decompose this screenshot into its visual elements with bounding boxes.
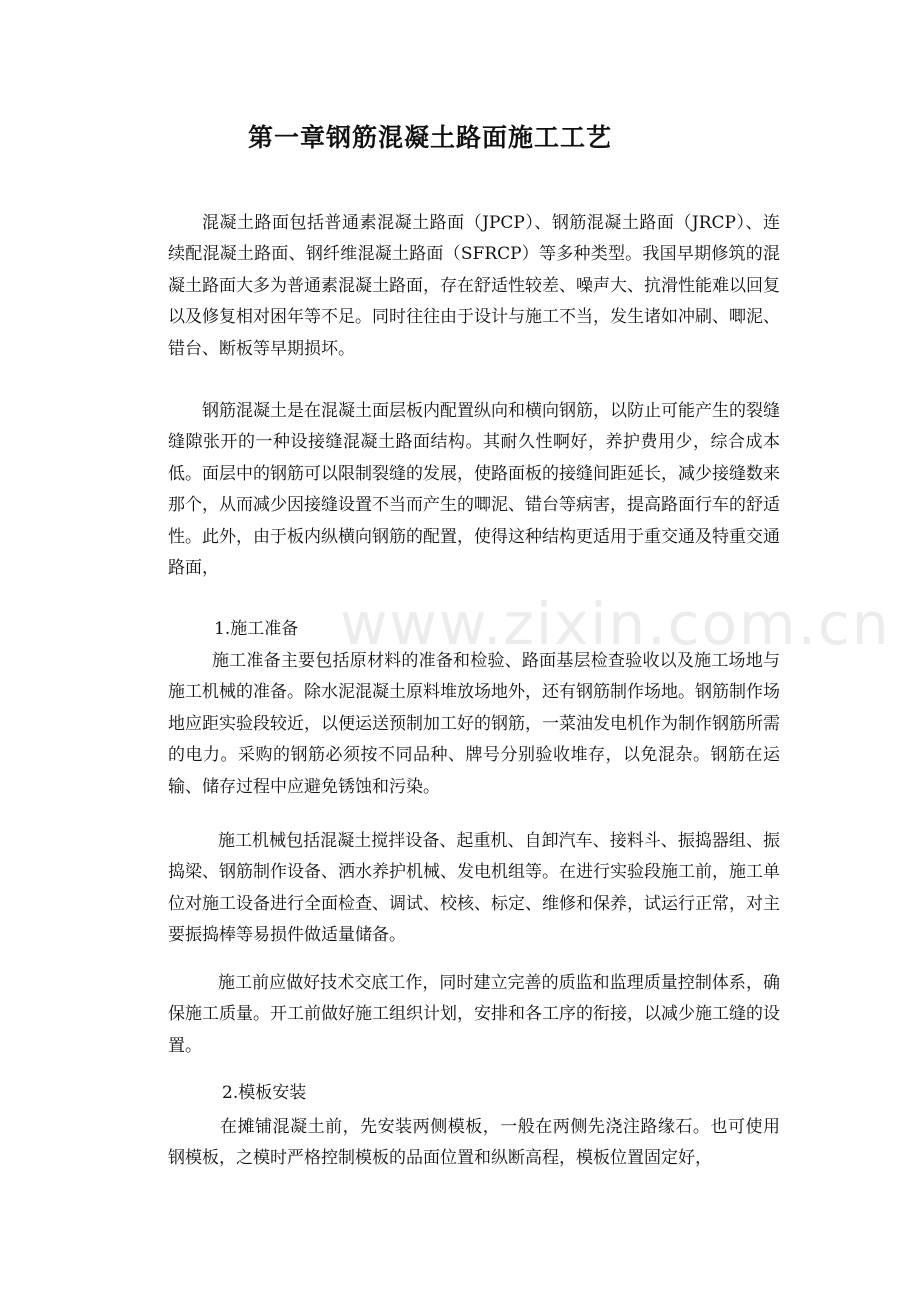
section-heading-preparation: 1.施工准备	[214, 619, 299, 639]
watermark: www.zixin.com.cn	[340, 590, 891, 658]
section-heading-formwork: 2.模板安装	[222, 1083, 307, 1103]
paragraph-reinforced-concrete: 钢筋混凝土是在混凝土面层板内配置纵向和横向钢筋，以防止可能产生的裂缝缝隙张开的一种设接缝混凝土路面结构。其耐久性啊好，养护费用少，综合成本低。面层中的钢筋可以限制裂缝的发展，使路面板的接缝间距延长，减少接缝数来那个，从而减少因接缝设置不当而产生的唧泥、错台等病害，提高路面行车的舒适性。此外，由于板内纵横向钢筋的配置，使得这种结构更适用于重交通及特重交通路面，	[168, 401, 780, 579]
paragraph-machinery: 施工机械包括混凝土搅拌设备、起重机、自卸汽车、接料斗、振捣器组、振捣梁、钢筋制作设备、洒水养护机械、发电机组等。在进行实验段施工前，施工单位对施工设备进行全面检查、调试、校核、标定、维修和保养，试运行正常，对主要振捣棒等易损件做适量储备。	[168, 831, 780, 946]
document-title: 第一章钢筋混凝土路面施工工艺	[247, 123, 612, 152]
paragraph-formwork: 在摊铺混凝土前，先安装两侧模板，一般在两侧先浇注路缘石。也可使用钢模板，之模时严格控制模板的品面位置和纵断高程，模板位置固定好，	[168, 1117, 780, 1169]
paragraph-preparation: 施工准备主要包括原材料的准备和检验、路面基层检查验收以及施工场地与施工机械的准备。除水泥混凝土原料堆放场地外，还有钢筋制作场地。钢筋制作场地应距实验段较近，以便运送预制加工好的钢筋，一菜油发电机作为制作钢筋所需的电力。采购的钢筋必须按不同品种、牌号分别验收堆存，以免混杂。钢筋在运输、储存过程中应避免锈蚀和污染。	[168, 651, 780, 797]
paragraph-intro: 混凝土路面包括普通素混凝土路面（JPCP）、钢筋混凝土路面（JRCP）、连续配混凝土路面、钢纤维混凝土路面（SFRCP）等多种类型。我国早期修筑的混凝土路面大多为普通素混凝土路面，存在舒适性较差、噪声大、抗滑性能难以回复以及修复相对困年等不足。同时往往由于设计与施工不当，发生诸如冲刷、唧泥、错台、断板等早期损坏。	[168, 213, 780, 359]
paragraph-technical-briefing: 施工前应做好技术交底工作，同时建立完善的质监和监理质量控制体系，确保施工质量。开工前做好施工组织计划，安排和各工序的衔接，以减少施工缝的设置。	[168, 973, 780, 1056]
